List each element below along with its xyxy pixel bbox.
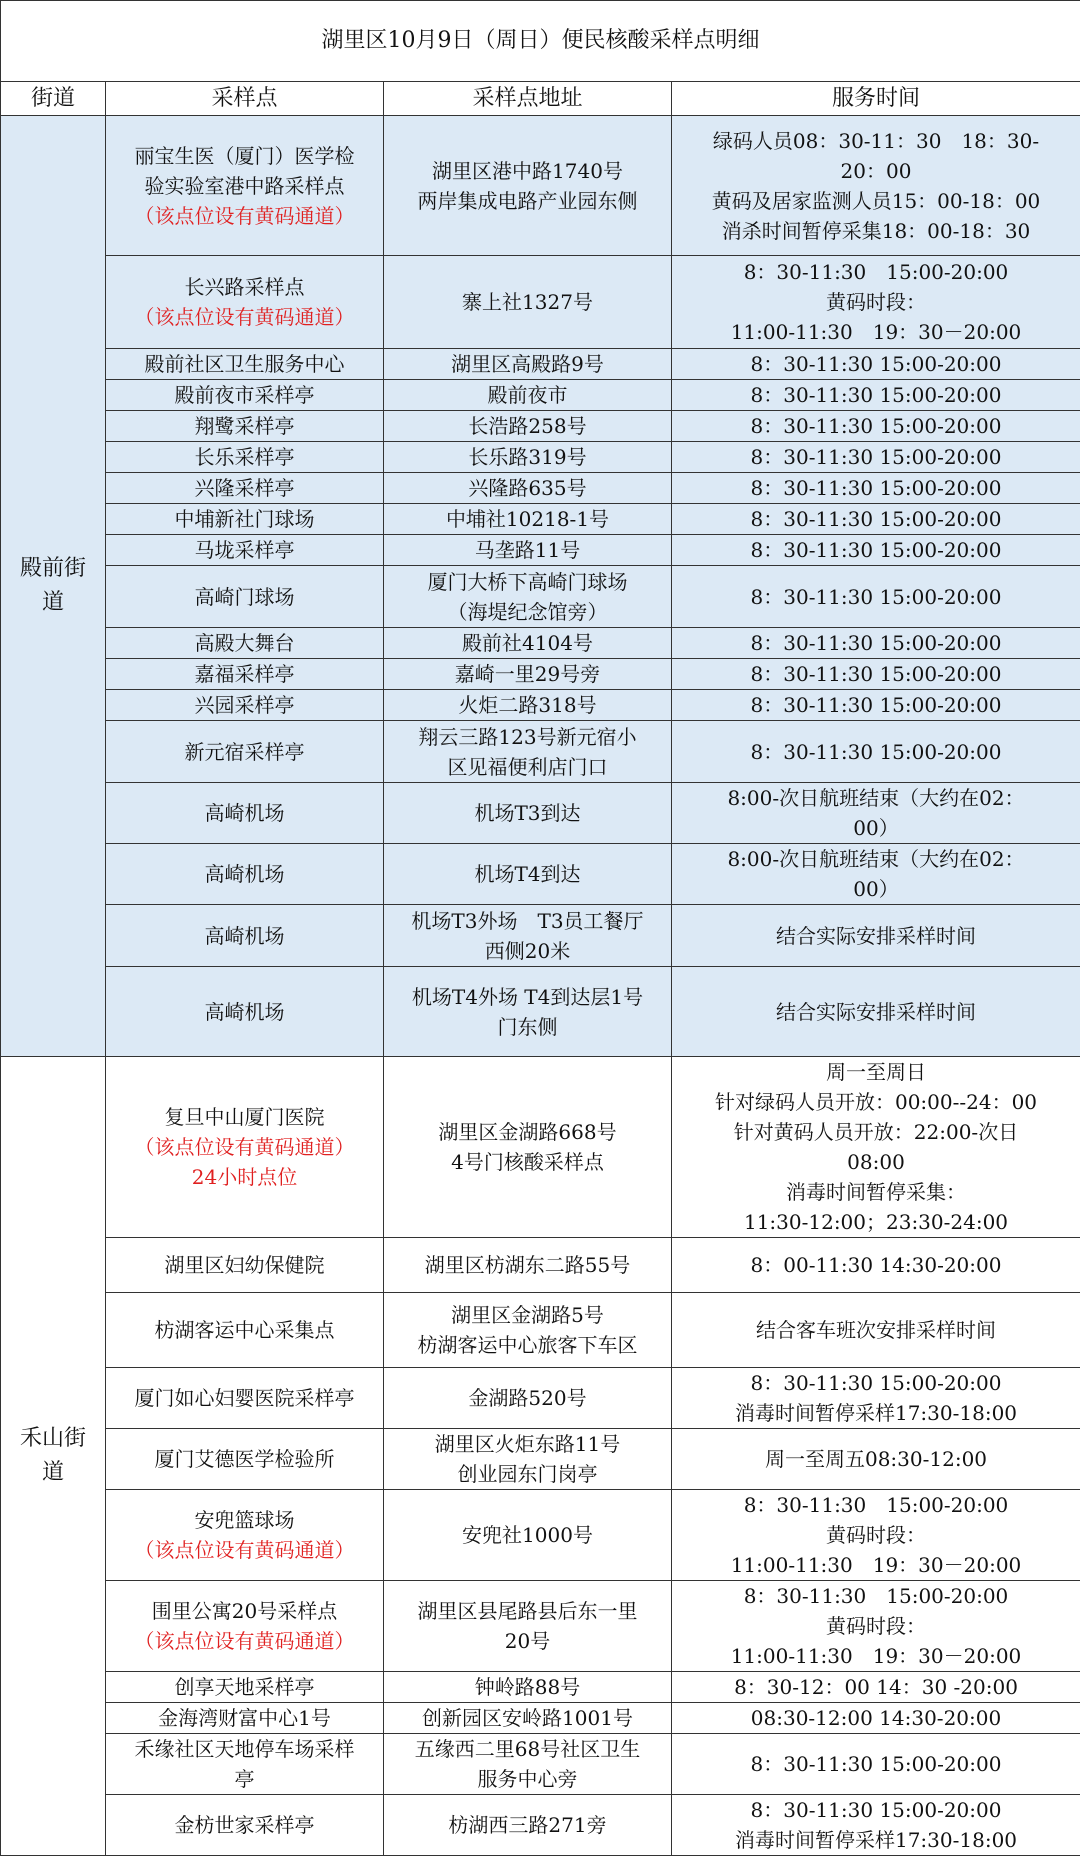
service-time-cell bbox=[672, 566, 1080, 628]
site-name-cell bbox=[106, 1368, 384, 1429]
note-line: （该点位设有黄码通道） bbox=[108, 201, 381, 231]
text-line: 消杀时间暂停采集18：00-18：30 bbox=[674, 216, 1078, 246]
site-address-cell bbox=[384, 442, 672, 473]
text-line: 安兜篮球场 bbox=[108, 1505, 381, 1535]
text-line: 00） bbox=[674, 874, 1078, 904]
site-address-cell bbox=[384, 905, 672, 967]
site-address-cell bbox=[384, 349, 672, 380]
text-line: 8：30-12：00 14：30 -20:00 bbox=[674, 1672, 1078, 1702]
text-line: 8：30-11:30 15:00-20:00 bbox=[674, 442, 1078, 472]
table-row bbox=[1, 1490, 1080, 1581]
service-time-cell bbox=[672, 1703, 1080, 1734]
site-name-cell bbox=[106, 116, 384, 256]
text-line: 高崎机场 bbox=[108, 859, 381, 889]
text-line: 殿前社区卫生服务中心 bbox=[108, 349, 381, 379]
site-name-cell bbox=[106, 473, 384, 504]
text-line: 围里公寓20号采样点 bbox=[108, 1596, 381, 1626]
text-line: 湖里区妇幼保健院 bbox=[108, 1250, 381, 1280]
site-address-cell bbox=[384, 380, 672, 411]
text-line: 8：30-11:30 15:00-20:00 bbox=[674, 737, 1078, 767]
site-address-cell bbox=[384, 659, 672, 690]
site-address-cell bbox=[384, 535, 672, 566]
text-line: 殿前社4104号 bbox=[386, 628, 669, 658]
service-time-cell bbox=[672, 504, 1080, 535]
text-line: 亭 bbox=[108, 1764, 381, 1794]
text-line: 黄码时段： bbox=[674, 1611, 1078, 1641]
site-name-cell bbox=[106, 442, 384, 473]
service-time-cell bbox=[672, 1672, 1080, 1703]
site-name-cell bbox=[106, 349, 384, 380]
text-line: 8：30-11:30 15:00-20:00 bbox=[674, 1581, 1078, 1611]
text-line: 黄码时段： bbox=[674, 1520, 1078, 1550]
site-name-cell bbox=[106, 690, 384, 721]
site-address-cell bbox=[384, 1293, 672, 1368]
text-line: 4号门核酸采样点 bbox=[386, 1147, 669, 1177]
text-line: 嘉崎一里29号旁 bbox=[386, 659, 669, 689]
table-row bbox=[1, 967, 1080, 1057]
text-line: 火炬二路318号 bbox=[386, 690, 669, 720]
text-line: 复旦中山厦门医院 bbox=[108, 1102, 381, 1132]
text-line: 禾山街 bbox=[9, 1422, 97, 1456]
text-line: 8：30-11:30 15:00-20:00 bbox=[674, 1368, 1078, 1398]
text-line: 中埔社10218-1号 bbox=[386, 504, 669, 534]
service-time-cell bbox=[672, 116, 1080, 256]
text-line: 消毒时间暂停采集： bbox=[674, 1177, 1078, 1207]
text-line: 08:30-12:00 14:30-20:00 bbox=[674, 1703, 1078, 1733]
site-name-cell bbox=[106, 504, 384, 535]
text-line: 西侧20米 bbox=[386, 936, 669, 966]
table-row bbox=[1, 659, 1080, 690]
service-time-cell bbox=[672, 380, 1080, 411]
table-row bbox=[1, 116, 1080, 256]
text-line: 机场T3外场 T3员工餐厅 bbox=[386, 906, 669, 936]
service-time-cell bbox=[672, 659, 1080, 690]
table-row bbox=[1, 442, 1080, 473]
note-line: （该点位设有黄码通道） bbox=[108, 1132, 381, 1162]
text-line: 高殿大舞台 bbox=[108, 628, 381, 658]
text-line: 消毒时间暂停采样17:30-18:00 bbox=[674, 1825, 1078, 1855]
text-line: 寨上社1327号 bbox=[386, 287, 669, 317]
site-name-cell bbox=[106, 1795, 384, 1856]
text-line: 服务中心旁 bbox=[386, 1764, 669, 1794]
service-time-cell bbox=[672, 905, 1080, 967]
text-line: 兴隆采样亭 bbox=[108, 473, 381, 503]
site-name-cell bbox=[106, 1703, 384, 1734]
text-line: 五缘西二里68号社区卫生 bbox=[386, 1734, 669, 1764]
text-line: 湖里区火炬东路11号 bbox=[386, 1429, 669, 1459]
text-line: 机场T3到达 bbox=[386, 798, 669, 828]
site-name-cell bbox=[106, 721, 384, 783]
service-time-cell bbox=[672, 1293, 1080, 1368]
text-line: 8：00-11:30 14:30-20:00 bbox=[674, 1250, 1078, 1280]
text-line: 殿前夜市 bbox=[386, 380, 669, 410]
text-line: 黄码时段： bbox=[674, 287, 1078, 317]
text-line: 湖里区县尾路县后东一里 bbox=[386, 1596, 669, 1626]
text-line: 丽宝生医（厦门）医学检 bbox=[108, 141, 381, 171]
service-time-cell bbox=[672, 1795, 1080, 1856]
text-line: 厦门如心妇婴医院采样亭 bbox=[108, 1383, 381, 1413]
text-line: 殿前夜市采样亭 bbox=[108, 380, 381, 410]
table-row bbox=[1, 349, 1080, 380]
text-line: 8：30-11:30 15:00-20:00 bbox=[674, 1490, 1078, 1520]
service-time-cell bbox=[672, 473, 1080, 504]
service-time-cell bbox=[672, 256, 1080, 349]
text-line: 结合实际安排采样时间 bbox=[674, 997, 1078, 1027]
text-line: 11:00-11:30 19：30－20:00 bbox=[674, 1641, 1078, 1671]
text-line: 安兜社1000号 bbox=[386, 1520, 669, 1550]
table-row bbox=[1, 1293, 1080, 1368]
text-line: 周一至周日 bbox=[674, 1057, 1078, 1087]
text-line: 金枋世家采样亭 bbox=[108, 1810, 381, 1840]
service-time-cell bbox=[672, 690, 1080, 721]
text-line: 创业园东门岗亭 bbox=[386, 1459, 669, 1489]
service-time-cell bbox=[672, 1057, 1080, 1238]
text-line: 针对绿码人员开放：00:00--24：00 bbox=[674, 1087, 1078, 1117]
text-line: 枋湖客运中心旅客下车区 bbox=[386, 1330, 669, 1360]
site-address-cell bbox=[384, 116, 672, 256]
text-line: 高崎机场 bbox=[108, 798, 381, 828]
text-line: 8：30-11:30 15:00-20:00 bbox=[674, 411, 1078, 441]
text-line: 8：30-11:30 15:00-20:00 bbox=[674, 1795, 1078, 1825]
table-row bbox=[1, 1581, 1080, 1672]
text-line: 翔鹭采样亭 bbox=[108, 411, 381, 441]
site-address-cell bbox=[384, 1581, 672, 1672]
text-line: 枋湖客运中心采集点 bbox=[108, 1315, 381, 1345]
text-line: 翔云三路123号新元宿小 bbox=[386, 722, 669, 752]
site-name-cell bbox=[106, 380, 384, 411]
table-row bbox=[1, 504, 1080, 535]
text-line: 创新园区安岭路1001号 bbox=[386, 1703, 669, 1733]
site-name-cell bbox=[106, 566, 384, 628]
street-cell bbox=[1, 1057, 106, 1856]
text-line: 8：30-11:30 15:00-20:00 bbox=[674, 659, 1078, 689]
text-line: 两岸集成电路产业园东侧 bbox=[386, 186, 669, 216]
text-line: 湖里区枋湖东二路55号 bbox=[386, 1250, 669, 1280]
service-time-cell bbox=[672, 844, 1080, 905]
note-line: （该点位设有黄码通道） bbox=[108, 302, 381, 332]
text-line: 嘉福采样亭 bbox=[108, 659, 381, 689]
text-line: 机场T4外场 T4到达层1号 bbox=[386, 982, 669, 1012]
note-line: （该点位设有黄码通道） bbox=[108, 1535, 381, 1565]
text-line: 8：30-11:30 15:00-20:00 bbox=[674, 257, 1078, 287]
table-row bbox=[1, 1672, 1080, 1703]
text-line: 结合实际安排采样时间 bbox=[674, 921, 1078, 951]
table-row bbox=[1, 1057, 1080, 1238]
header-street: 街道 bbox=[1, 82, 106, 116]
text-line: 湖里区高殿路9号 bbox=[386, 349, 669, 379]
table-row bbox=[1, 721, 1080, 783]
text-line: 厦门大桥下高崎门球场 bbox=[386, 567, 669, 597]
site-name-cell bbox=[106, 905, 384, 967]
street-cell bbox=[1, 116, 106, 1057]
site-address-cell bbox=[384, 1368, 672, 1429]
text-line: 湖里区港中路1740号 bbox=[386, 156, 669, 186]
service-time-cell bbox=[672, 442, 1080, 473]
site-address-cell bbox=[384, 1703, 672, 1734]
text-line: 黄码及居家监测人员15：00-18：00 bbox=[674, 186, 1078, 216]
text-line: 周一至周五08:30-12:00 bbox=[674, 1444, 1078, 1474]
table-row bbox=[1, 690, 1080, 721]
text-line: 马垄路11号 bbox=[386, 535, 669, 565]
text-line: 门东侧 bbox=[386, 1012, 669, 1042]
text-line: 道 bbox=[9, 586, 97, 620]
table-row bbox=[1, 411, 1080, 442]
text-line: 8:00-次日航班结束（大约在02： bbox=[674, 844, 1078, 874]
text-line: 高崎机场 bbox=[108, 997, 381, 1027]
text-line: 长浩路258号 bbox=[386, 411, 669, 441]
table-row bbox=[1, 905, 1080, 967]
text-line: 兴园采样亭 bbox=[108, 690, 381, 720]
text-line: 8：30-11:30 15:00-20:00 bbox=[674, 628, 1078, 658]
text-line: 8：30-11:30 15:00-20:00 bbox=[674, 582, 1078, 612]
site-address-cell bbox=[384, 1490, 672, 1581]
note-line: （该点位设有黄码通道） bbox=[108, 1626, 381, 1656]
table-row bbox=[1, 380, 1080, 411]
text-line: 枋湖西三路271旁 bbox=[386, 1810, 669, 1840]
site-name-cell bbox=[106, 1293, 384, 1368]
text-line: 长兴路采样点 bbox=[108, 272, 381, 302]
service-time-cell bbox=[672, 535, 1080, 566]
site-address-cell bbox=[384, 721, 672, 783]
table-row bbox=[1, 535, 1080, 566]
service-time-cell bbox=[672, 1429, 1080, 1490]
service-time-cell bbox=[672, 411, 1080, 442]
site-name-cell bbox=[106, 535, 384, 566]
site-name-cell bbox=[106, 844, 384, 905]
site-address-cell bbox=[384, 783, 672, 844]
site-address-cell bbox=[384, 411, 672, 442]
table-row bbox=[1, 844, 1080, 905]
site-name-cell bbox=[106, 1734, 384, 1795]
text-line: 08:00 bbox=[674, 1147, 1078, 1177]
table-title: 湖里区10月9日（周日）便民核酸采样点明细 bbox=[1, 1, 1080, 82]
table-row bbox=[1, 1429, 1080, 1490]
site-address-cell bbox=[384, 1672, 672, 1703]
site-address-cell bbox=[384, 566, 672, 628]
text-line: 8：30-11:30 15:00-20:00 bbox=[674, 473, 1078, 503]
site-name-cell bbox=[106, 1238, 384, 1293]
site-name-cell bbox=[106, 1429, 384, 1490]
text-line: 殿前街 bbox=[9, 552, 97, 586]
text-line: 厦门艾德医学检验所 bbox=[108, 1444, 381, 1474]
site-address-cell bbox=[384, 256, 672, 349]
site-name-cell bbox=[106, 1057, 384, 1238]
text-line: 绿码人员08：30-11：30 18：30- bbox=[674, 126, 1078, 156]
site-name-cell bbox=[106, 1672, 384, 1703]
site-address-cell bbox=[384, 1734, 672, 1795]
text-line: 马垅采样亭 bbox=[108, 535, 381, 565]
text-line: 禾缘社区天地停车场采样 bbox=[108, 1734, 381, 1764]
text-line: 8：30-11:30 15:00-20:00 bbox=[674, 349, 1078, 379]
site-name-cell bbox=[106, 1490, 384, 1581]
service-time-cell bbox=[672, 783, 1080, 844]
site-name-cell bbox=[106, 967, 384, 1057]
text-line: 高崎门球场 bbox=[108, 582, 381, 612]
text-line: 8：30-11:30 15:00-20:00 bbox=[674, 380, 1078, 410]
header-site: 采样点 bbox=[106, 82, 384, 116]
header-address: 采样点地址 bbox=[384, 82, 672, 116]
site-name-cell bbox=[106, 1581, 384, 1672]
text-line: 20：00 bbox=[674, 156, 1078, 186]
site-address-cell bbox=[384, 628, 672, 659]
service-time-cell bbox=[672, 721, 1080, 783]
text-line: 金湖路520号 bbox=[386, 1383, 669, 1413]
header-service-time: 服务时间 bbox=[672, 82, 1080, 116]
text-line: 新元宿采样亭 bbox=[108, 737, 381, 767]
site-name-cell bbox=[106, 628, 384, 659]
text-line: 8:00-次日航班结束（大约在02： bbox=[674, 783, 1078, 813]
text-line: 钟岭路88号 bbox=[386, 1672, 669, 1702]
text-line: 20号 bbox=[386, 1626, 669, 1656]
site-name-cell bbox=[106, 411, 384, 442]
text-line: 结合客车班次安排采样时间 bbox=[674, 1315, 1078, 1345]
site-address-cell bbox=[384, 473, 672, 504]
text-line: 11:00-11:30 19：30－20:00 bbox=[674, 317, 1078, 347]
table-row bbox=[1, 473, 1080, 504]
table-row bbox=[1, 1238, 1080, 1293]
service-time-cell bbox=[672, 628, 1080, 659]
text-line: 验实验室港中路采样点 bbox=[108, 171, 381, 201]
text-line: 8：30-11:30 15:00-20:00 bbox=[674, 504, 1078, 534]
table-row bbox=[1, 1703, 1080, 1734]
text-line: 00） bbox=[674, 813, 1078, 843]
text-line: 8：30-11:30 15:00-20:00 bbox=[674, 690, 1078, 720]
service-time-cell bbox=[672, 1734, 1080, 1795]
site-address-cell bbox=[384, 967, 672, 1057]
text-line: 11:00-11:30 19：30－20:00 bbox=[674, 1550, 1078, 1580]
text-line: 8：30-11:30 15:00-20:00 bbox=[674, 535, 1078, 565]
service-time-cell bbox=[672, 1238, 1080, 1293]
site-address-cell bbox=[384, 504, 672, 535]
text-line: 道 bbox=[9, 1456, 97, 1490]
site-name-cell bbox=[106, 659, 384, 690]
text-line: （海堤纪念馆旁） bbox=[386, 597, 669, 627]
text-line: 湖里区金湖路668号 bbox=[386, 1117, 669, 1147]
site-name-cell bbox=[106, 256, 384, 349]
text-line: 创享天地采样亭 bbox=[108, 1672, 381, 1702]
table-row bbox=[1, 628, 1080, 659]
text-line: 8：30-11:30 15:00-20:00 bbox=[674, 1749, 1078, 1779]
service-time-cell bbox=[672, 1490, 1080, 1581]
site-address-cell bbox=[384, 1057, 672, 1238]
text-line: 消毒时间暂停采样17:30-18:00 bbox=[674, 1398, 1078, 1428]
site-address-cell bbox=[384, 690, 672, 721]
text-line: 高崎机场 bbox=[108, 921, 381, 951]
text-line: 长乐路319号 bbox=[386, 442, 669, 472]
site-address-cell bbox=[384, 1429, 672, 1490]
service-time-cell bbox=[672, 967, 1080, 1057]
text-line: 金海湾财富中心1号 bbox=[108, 1703, 381, 1733]
service-time-cell bbox=[672, 1368, 1080, 1429]
text-line: 中埔新社门球场 bbox=[108, 504, 381, 534]
site-name-cell bbox=[106, 783, 384, 844]
service-time-cell bbox=[672, 1581, 1080, 1672]
table-row bbox=[1, 256, 1080, 349]
text-line: 湖里区金湖路5号 bbox=[386, 1300, 669, 1330]
table-row bbox=[1, 1795, 1080, 1856]
table-row bbox=[1, 1368, 1080, 1429]
site-address-cell bbox=[384, 844, 672, 905]
text-line: 针对黄码人员开放：22:00-次日 bbox=[674, 1117, 1078, 1147]
text-line: 机场T4到达 bbox=[386, 859, 669, 889]
table-row bbox=[1, 566, 1080, 628]
text-line: 区见福便利店门口 bbox=[386, 752, 669, 782]
table-row bbox=[1, 783, 1080, 844]
text-line: 长乐采样亭 bbox=[108, 442, 381, 472]
site-address-cell bbox=[384, 1238, 672, 1293]
service-time-cell bbox=[672, 349, 1080, 380]
text-line: 兴隆路635号 bbox=[386, 473, 669, 503]
site-address-cell bbox=[384, 1795, 672, 1856]
table-row bbox=[1, 1734, 1080, 1795]
note-line: 24小时点位 bbox=[108, 1162, 381, 1192]
text-line: 11:30-12:00；23:30-24:00 bbox=[674, 1207, 1078, 1237]
